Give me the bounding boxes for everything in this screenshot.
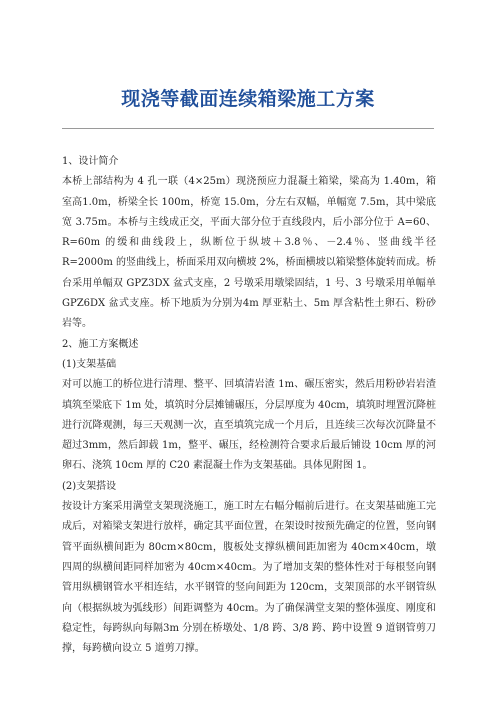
paragraph-erection: 按设计方案采用满堂支架现浇施工，施工时左右幅分幅前后进行。在支架基础施工完成后，对箱梁支架进行放样，确定其平面位置，在架设时按预先确定的位置，竖向钢管平面纵横间距为 80cm×80cm，腹板处支撑纵横间距加密为 40cm×40cm，墩四周的纵横间距同样加密为 40cm×40cm。为了增加支架的整体性对于每根竖向钢管用纵横钢管水平相连结，水平钢管的竖向间距为 120cm，支架顶部的水平钢管纵向（根据纵坡为弧线形）间距调整为 40cm。为了确保满堂支架的整体强度、刚度和稳定性，每跨纵向每隔3m 分别在桥墩处、1/8 跨、3/8 跨、跨中设置 9 道钢管剪刀撑，每跨横向设立 5 道剪刀撑。 <box>62 501 436 655</box>
paragraph-design-intro: 本桥上部结构为 4 孔一联（4×25m）现浇预应力混凝土箱梁，梁高为 1.40m，箱室高1.0m，桥梁全长 100m，桥宽 15.0m，分左右双幅，单幅宽 7.5m，其中梁底宽 3.75m。本桥与主线成正交，平面大部分位于直线段内，后小部分位于 A=60、R=60m 的缓和曲线段上，纵断位于纵坡＋3.8％、－2.4％、竖曲线半径 R=2000m 的竖曲线上，桥面采用双向横坡 2%，桥面横坡以箱梁整体旋转而成。桥台采用单幅双 GPZ3DX 盆式支座，2 号墩采用墩梁固结，1 号、3 号墩采用单幅单 GPZ6DX 盆式支座。桥下地质为分别为4m 厚亚粘土、5m 厚含粘性土卵石、粉砂岩等。 <box>62 176 436 330</box>
paragraph-foundation: 对可以施工的桥位进行清理、整平、回填清岩渣 1m、碾压密实，然后用粉砂岩岩渣填筑至梁底下 1m 处，填筑时分层摊铺碾压，分层厚度为 40cm，填筑时埋置沉降桩进行沉降观测，每三天观测一次，直至填筑完成一个月后，且连续三次每次沉降量不超过3mm，然后卸载 1m，整平、碾压，经检测符合要求后最后铺设 10cm 厚的河卵石、浇筑 10cm 厚的 C20 素混凝土作为支架基础。具体见附图 1。 <box>62 379 436 472</box>
document-body <box>62 152 436 659</box>
document-title: 现浇等截面连续箱梁施工方案 <box>121 88 375 110</box>
title-divider <box>62 128 434 129</box>
section-heading-overview: 2、施工方案概述 <box>62 338 139 350</box>
subheading-foundation: (1)支架基础 <box>62 358 117 370</box>
subheading-erection: (2)支架搭设 <box>62 480 117 492</box>
section-heading-design: 1、设计简介 <box>62 156 119 167</box>
